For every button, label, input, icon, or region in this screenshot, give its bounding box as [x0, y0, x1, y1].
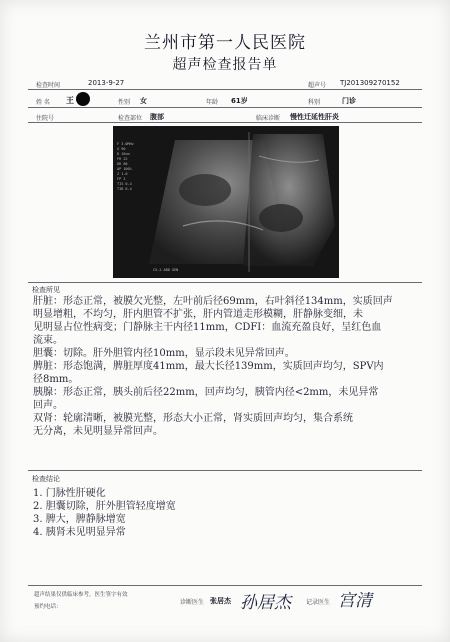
footer-note: 超声结果仅供临床参考，医生签字有效 — [34, 592, 128, 598]
conclusion-item: 3. 脾大，脾静脉增宽 — [33, 514, 126, 525]
findings-line: 脾脏：形态饱满，脾脏厚度41mm，最大长径139mm，实质回声均匀，SPV内 — [33, 361, 384, 372]
conclusion-item: 2. 胆囊切除，肝外胆管轻度增宽 — [33, 501, 176, 512]
redaction-mark — [76, 92, 90, 106]
conclusion-list — [33, 487, 333, 539]
conclusion-item: 1. 门脉性肝硬化 — [33, 488, 106, 499]
divider-findings — [28, 282, 422, 283]
doctor-label: 诊断医生 — [180, 599, 205, 606]
findings-line: 无分离，未见明显异常回声。 — [33, 426, 163, 437]
divider-top — [28, 89, 422, 90]
report-no: TJ201309270152 — [340, 79, 400, 87]
findings-line: 胰腺：形态正常，胰头前后径22mm，回声均匀，胰管内径<2mm，未见异常 — [33, 387, 379, 398]
sex: 女 — [140, 97, 147, 105]
age-label: 年龄 — [206, 99, 219, 106]
site-label: 检查部位 — [118, 115, 143, 122]
report-no-label: 超声号 — [308, 82, 327, 89]
phone-label: 预约电话： — [34, 604, 62, 610]
conclusion-item: 4. 胰肾未见明显异常 — [33, 527, 126, 538]
doctor-name: 张居杰 — [210, 597, 231, 605]
conclusion-heading: 检查结论 — [32, 475, 60, 483]
findings-line: 肝脏：形态正常，被膜欠光整，左叶前后径69mm，右叶斜径134mm，实质回声 — [33, 296, 393, 307]
findings-line: 明显增粗，不均匀，肝内胆管不扩张，肝内管道走形模糊，肝静脉变细，未 — [33, 309, 363, 320]
exam-site: 腹部 — [150, 113, 164, 121]
divider-mid — [28, 107, 422, 108]
findings-text — [33, 295, 433, 438]
sex-label: 性别 — [118, 99, 131, 106]
name-label: 姓 名 — [36, 99, 50, 106]
admission-label: 住院号 — [36, 115, 55, 122]
findings-heading: 检查所见 — [32, 286, 60, 294]
ultrasound-image — [113, 126, 339, 278]
findings-line: 胆囊：切除。肝外胆管内径10mm，显示段未见异常回声。 — [33, 348, 295, 359]
recorder-signature: 宫清 — [338, 591, 372, 611]
findings-line: 回声。 — [33, 400, 63, 411]
doctor-signature: 孙居杰 — [240, 593, 291, 613]
dept-label: 科别 — [308, 99, 321, 106]
findings-line: 径8mm。 — [33, 374, 79, 385]
exam-time: 2013-9-27 — [88, 79, 125, 87]
scan-parameters: F 3.0MHz G 90 D 16cm FR 22 DR 60 AP 100% Z 1.0 FP 2 TIS 0.4 TIB 0.4 — [117, 142, 134, 191]
ultrasound-scan — [113, 126, 339, 278]
findings-line: 流束。 — [33, 335, 63, 346]
report-title: 超声检查报告单 — [172, 57, 278, 73]
clinical-diagnosis: 慢性迁延性肝炎 — [290, 113, 339, 121]
findings-line: 见明显占位性病变；门静脉主干内径11mm，CDFI：血流充盈良好，呈红色血 — [33, 322, 382, 333]
divider-conclusion — [28, 470, 422, 471]
age: 61岁 — [231, 97, 248, 105]
findings-line: 双肾：轮廓清晰，被膜光整，形态大小正常，肾实质回声均匀，集合系统 — [33, 413, 353, 424]
clinical-label: 临床诊断 — [256, 115, 281, 122]
patient-name: 王 — [66, 96, 74, 105]
scan-footer-text: C5-2 ABD GEN — [153, 268, 179, 272]
recorder-label: 记录医生 — [306, 599, 331, 606]
hospital-name: 兰州市第一人民医院 — [144, 33, 306, 53]
divider-info-bottom — [28, 122, 422, 123]
dept: 门诊 — [342, 97, 356, 105]
exam-time-label: 检查时间 — [36, 82, 61, 89]
